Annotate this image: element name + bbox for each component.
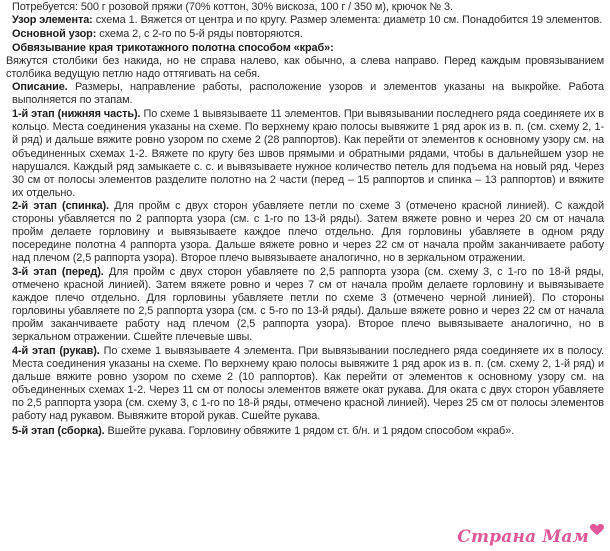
description-paragraph (0, 81, 606, 107)
stage4-text: По схеме 1 вывязываете 4 элемента. При вывязывании последнего ряда соединяете их в полосу. Места соединения указаны на схеме. По верхнему краю полосы вывяжите 1 ряд арок из в. п. (см. схему 2, 1-й ряд) и дальше вяжите ровно узором по схеме 2 (10 раппортов). Как перейти от элементов к основному узору см. на объединенных схемах 1-2. Через 11 см от полосы элементов вяжете окат рукава. Для оката с двух сторон убавляете по 2,5 раппорта узора (см. схему 3, с 1-го по 18-й ряды, отмечено красной линией). Через 25 см от полосы элементов работу над рукавом. Вывяжите второй рукав. Сшейте рукава. (12, 345, 604, 423)
stage3-text: Для пройм с двух сторон убавляете по 2,5 раппорта узора (см. схему 3, с 1-го по 18-й ряды, отмечено красной линией). Затем вяжете ровно и через 7 см от начала пройм делаете горловину и вывязываете каждое плечо отдельно. Для горловины убавляете петли по схеме 3 (отмечено черной линией). По стороны горловины убавляете по 2,5 раппорта узора (см. с 5-го по 13-й ряды). Дальше вяжете ровно и через 22 см от начала пройм заканчиваете работу над плечом (2,5 раппорта узора). Второе плечо вывязываете аналогично, но в зеркальном отражении. Сшейте плечевые швы. (12, 265, 604, 344)
edge-paragraph (0, 55, 606, 81)
materials-line: Потребуется: 500 г розовой пряжи (70% коттон, 30% вискоза, 100 г / 350 м), крючок № 3. (12, 1, 453, 13)
stage4-label: 4-й этап (рукав). (12, 345, 100, 358)
motif-paragraph (0, 14, 606, 27)
stage1-paragraph (0, 108, 606, 199)
edge-label: Обвязывание края трикотажного полотна способом «краб»: (12, 42, 334, 55)
stage5-label: 5-й этап (сборка). (12, 424, 105, 437)
main-pattern-paragraph (0, 28, 606, 41)
stage2-label: 2-й этап (спинка). (12, 199, 109, 212)
motif-text: схема 1. Вяжется от центра и по кругу. Размер элемента: диаметр 10 см. Понадобится 19 элементов. (95, 14, 603, 27)
description-label: Описание. (12, 81, 68, 94)
stage2-text: Для пройм с двух сторон убавляете петли по схеме 3 (отмечено красной линией). С каждой стороны убавляется по 2 раппорта узора (см. с 1-го по 13-й ряды). Затем вяжете ровно и через 20 см от начала пройм делаете горловину и вывязываете каждое плечо отдельно. Для горловины убавляете в одном ряду посередине полотна 4 раппорта узора. Дальше вяжете ровно и через 22 см от начала пройм заканчиваете работу над плечом (2,5 раппорта узора). Второе плечо вывязываете аналогично, но в зеркальном отражении. (12, 199, 604, 264)
stage5-text: Вшейте рукава. Горловину обвяжите 1 рядом ст. б/н. и 1 рядом способом «краб». (107, 424, 515, 437)
stage3-label: 3-й этап (перед). (12, 265, 104, 278)
main-pattern-label: Основной узор: (12, 28, 97, 41)
stage3-paragraph (0, 266, 606, 344)
stage2-paragraph (0, 200, 606, 265)
edge-text: Вяжутся столбики без накида, но не справа налево, как обычно, а слева направо. Перед каждым провязыванием столбика ведущую петлю надо оттягивать на себя. (6, 55, 604, 81)
description-text: Размеры, направление работы, расположение узоров и элементов указаны на выкройке. Работа выполняется по этапам. (12, 81, 604, 107)
stage4-paragraph (0, 345, 606, 423)
watermark-logo (457, 527, 604, 547)
main-pattern-text: схема 2, с 2-го по 5-й ряды повторяются. (99, 28, 303, 41)
edge-label-line (0, 42, 606, 55)
stage5-paragraph (0, 425, 606, 438)
stage1-text: По схеме 1 вывязываете 11 элементов. При вывязывании последнего ряда соединяете их в кольцо. Места соединения указаны на схеме. По верхнему краю полосы вывяжите 1 ряд арок из в. п. (см. схему 2, 1-й ряд) и дальше вяжите ровно узором по схеме 2 (28 раппортов). Как перейти от элементов к основному узору см. на объединенных схемах 1-2. Вяжете по кругу без швов прямыми и обратными рядами, чтобы в дальнейшем узор не нарушался. Каждый ряд замыкаете с. с. и вывязываете нужное количество петель для подъема на новый ряд. Через 30 см от полосы элементов разделите полотно на 2 части (перед – 15 раппортов и спинка – 13 раппортов) и вяжите их отдельно. (12, 108, 605, 199)
watermark-text: Страна Мам (457, 527, 589, 547)
stage1-label: 1-й этап (нижняя часть). (12, 108, 141, 121)
heart-icon (590, 521, 604, 533)
motif-label: Узор элемента: (12, 14, 93, 27)
